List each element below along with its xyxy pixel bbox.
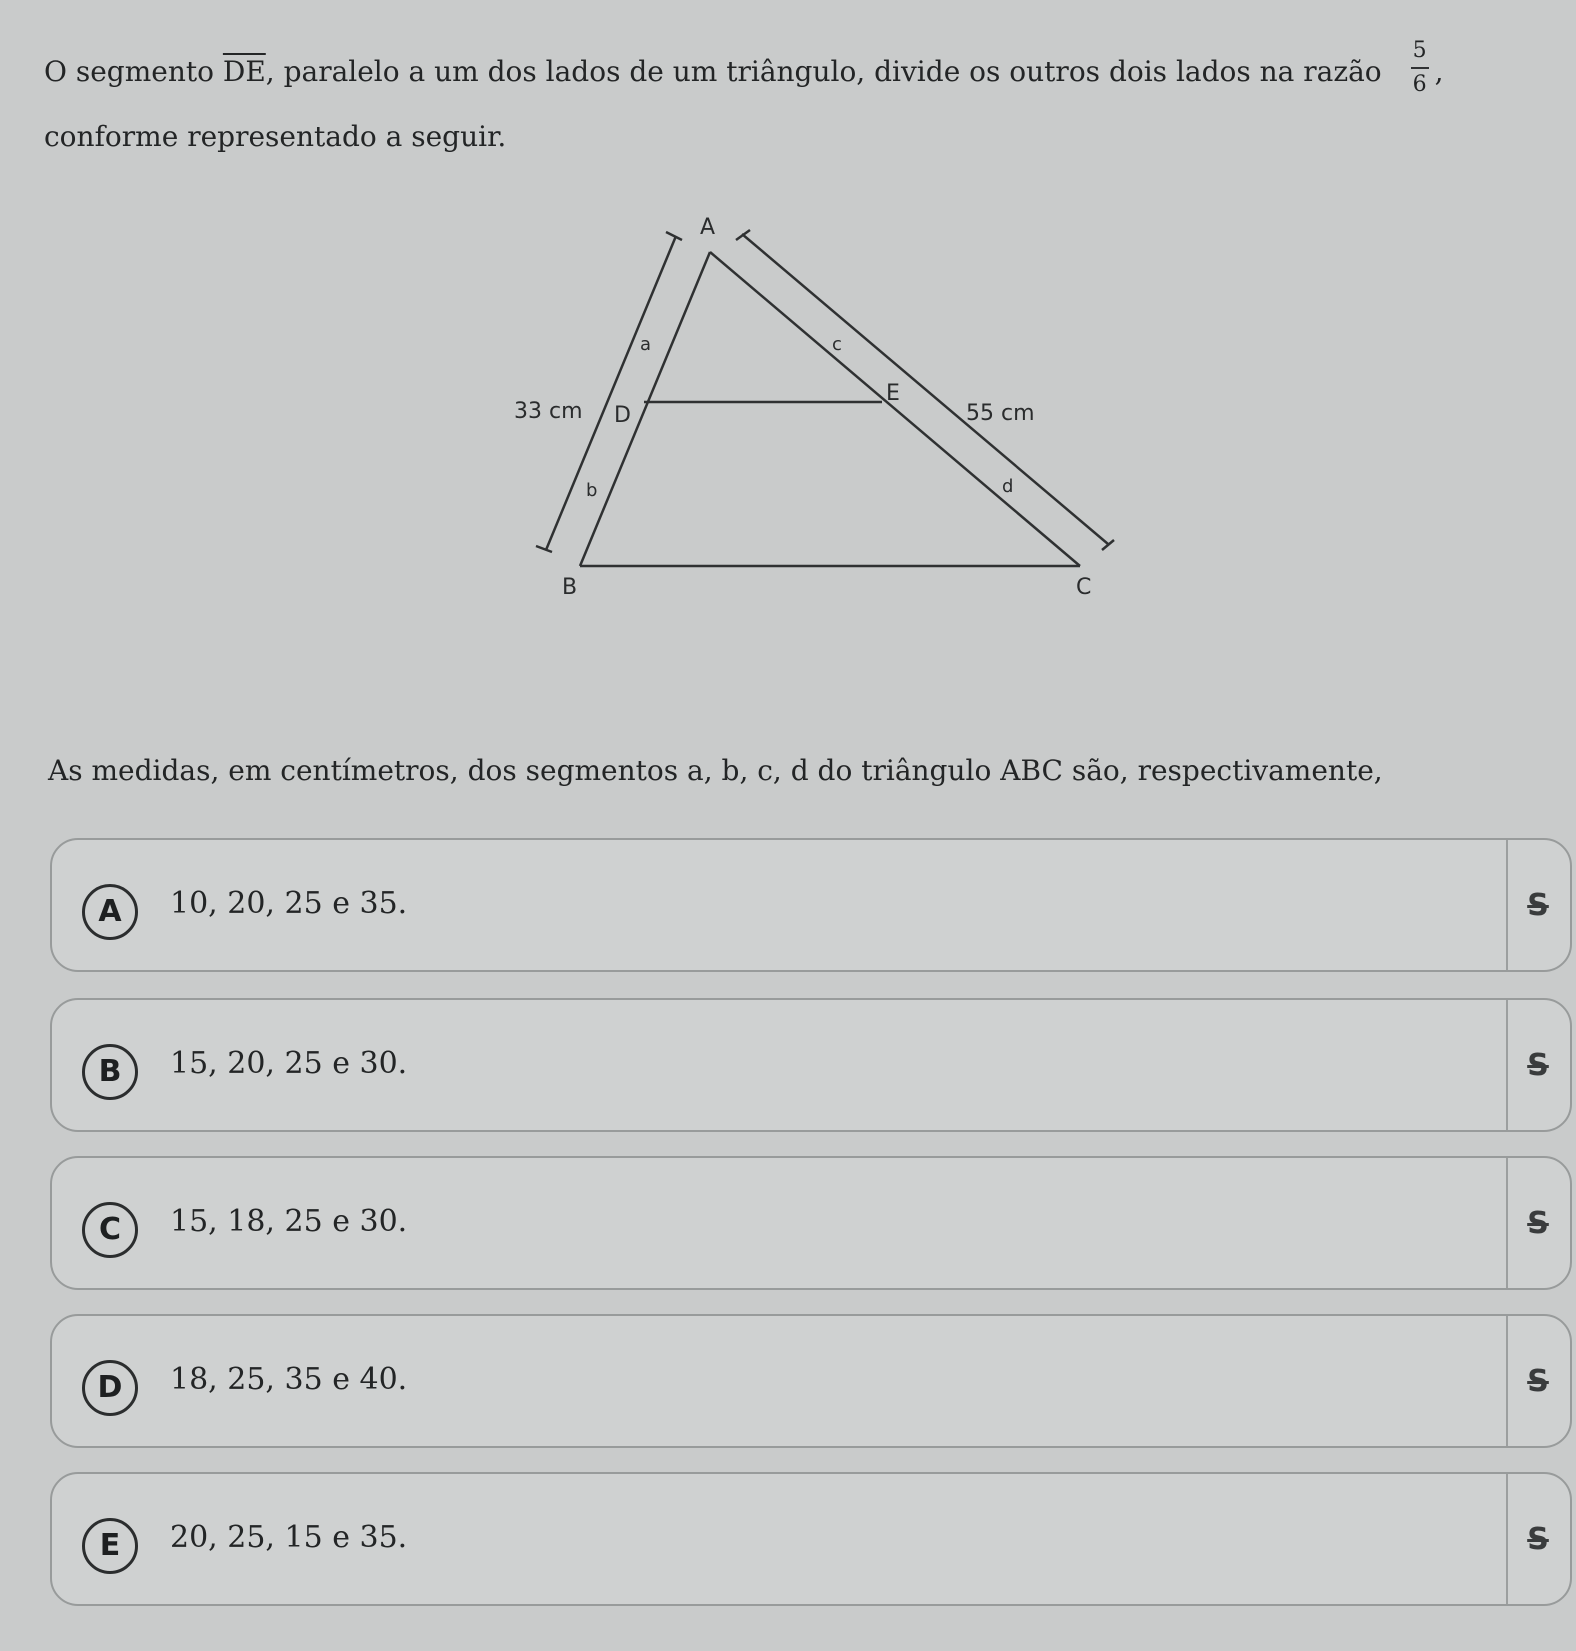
left-dimension-line xyxy=(546,236,676,550)
option-a-letter: A xyxy=(82,884,138,940)
option-b[interactable] xyxy=(50,998,1572,1132)
option-b-letter: B xyxy=(82,1044,138,1100)
option-a-text: 10, 20, 25 e 35. xyxy=(170,886,408,921)
left-tick-bottom xyxy=(536,546,552,552)
option-d-text: 18, 25, 35 e 40. xyxy=(170,1362,408,1397)
option-c-text: 15, 18, 25 e 30. xyxy=(170,1204,408,1239)
option-a[interactable] xyxy=(50,838,1572,972)
segment-d-label: d xyxy=(1002,476,1014,497)
left-length-label: 33 cm xyxy=(514,399,583,424)
ratio-suffix: , xyxy=(1434,55,1444,88)
right-dimension-line xyxy=(742,234,1108,544)
vertex-c-label: C xyxy=(1076,575,1092,600)
option-e-text: 20, 25, 15 e 35. xyxy=(170,1520,408,1555)
side-ab xyxy=(580,252,710,566)
strike-through-icon[interactable]: S xyxy=(1527,1522,1549,1557)
strike-through-icon[interactable]: S xyxy=(1527,888,1549,923)
vertex-b-label: B xyxy=(562,575,578,600)
option-divider xyxy=(1506,840,1508,970)
option-d-letter: D xyxy=(82,1360,138,1416)
option-divider xyxy=(1506,1000,1508,1130)
option-c[interactable] xyxy=(50,1156,1572,1290)
option-b-text: 15, 20, 25 e 30. xyxy=(170,1046,408,1081)
segment-c-label: c xyxy=(832,334,842,355)
question-statement xyxy=(44,37,1504,169)
right-length-label: 55 cm xyxy=(966,401,1035,426)
segment-de: $\overline{DE}$ xyxy=(222,55,266,88)
ratio-numerator: 5 xyxy=(1411,37,1429,69)
segment-a-label: a xyxy=(640,334,652,355)
option-divider xyxy=(1506,1158,1508,1288)
question-prefix: O segmento xyxy=(44,55,214,88)
point-d-label: D xyxy=(614,403,631,428)
ratio-fraction xyxy=(1411,37,1429,99)
option-d[interactable] xyxy=(50,1314,1572,1448)
option-divider xyxy=(1506,1316,1508,1446)
option-e[interactable] xyxy=(50,1472,1572,1606)
segment-b-label: b xyxy=(586,480,598,501)
option-e-letter: E xyxy=(82,1518,138,1574)
question-middle: , paralelo a um dos lados de um triângulo, divide os outros dois lados na razão xyxy=(265,55,1382,88)
ratio-denominator: 6 xyxy=(1412,71,1427,97)
question-line2: conforme representado a seguir. xyxy=(44,119,507,153)
point-e-label: E xyxy=(886,381,900,406)
vertex-a-label: A xyxy=(700,215,716,240)
strike-through-icon[interactable]: S xyxy=(1527,1206,1549,1241)
strike-through-icon[interactable]: S xyxy=(1527,1048,1549,1083)
option-divider xyxy=(1506,1474,1508,1604)
prompt-text: As medidas, em centímetros, dos segmentos a, b, c, d do triângulo ABC são, respectivamente, xyxy=(48,754,1383,787)
triangle-figure xyxy=(480,200,1120,620)
strike-through-icon[interactable]: S xyxy=(1527,1364,1549,1399)
option-c-letter: C xyxy=(82,1202,138,1258)
